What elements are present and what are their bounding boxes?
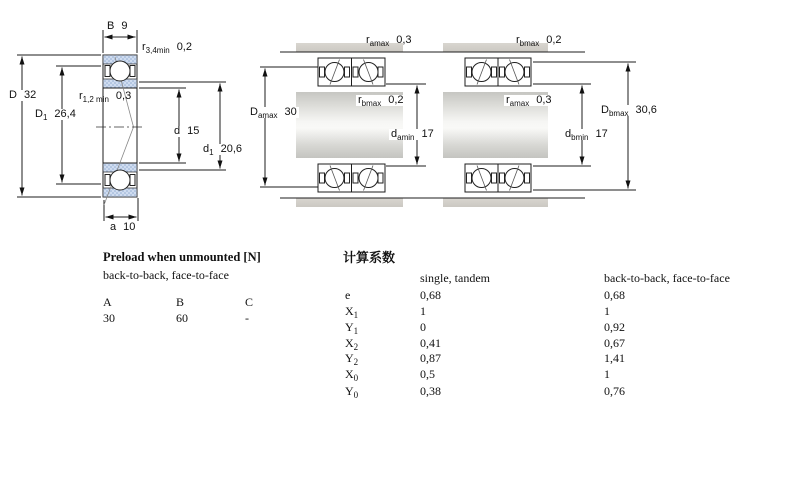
dim-label-d1: $d_1$ 20,6 — [203, 143, 242, 157]
preload-value: 30 — [103, 311, 115, 325]
dim-label-rbmax-a: $r_{bmax}$ 0,2 — [358, 94, 404, 108]
dim-label-rbmax-b: $r_{bmax}$ 0,2 — [516, 34, 562, 48]
preload-value: 60 — [176, 311, 188, 325]
preload-title: Preload when unmounted [N] — [103, 250, 261, 264]
dim-label-a: a 10 — [110, 221, 136, 233]
dim-label-Dbmax: $D_{bmax}$ 30,6 — [601, 104, 657, 118]
dim-label-ramax-b: $r_{amax}$ 0,3 — [506, 94, 552, 108]
preload-subtitle: back-to-back, face-to-face — [103, 268, 229, 282]
preload-col-header: B — [176, 295, 185, 309]
factors-col1-header: single, tandem — [420, 271, 490, 285]
dim-label-Damax: $D_{amax}$ 30 — [250, 106, 297, 120]
factors-title: 计算系数 — [343, 250, 396, 265]
dim-label-r12min: $r_{1,2 min}$ 0,3 — [79, 90, 132, 104]
dim-label-r34min: $r_{3,4min}$ 0,2 — [142, 41, 192, 55]
dim-label-d: d 15 — [174, 125, 200, 137]
dim-label-dbmin: $d_{bmin}$ 17 — [565, 128, 608, 142]
factors-col2-header: back-to-back, face-to-face — [604, 271, 730, 285]
calculation-factors-table: 计算系数 single, tandem back-to-back, face-to-face e 0,68 0,68 $X_1$ 1 1 $Y_1$ 0 0,92 $X_2$ 0,41 0,67 $Y_2$ 0,87 1,41 $X_0$ 0,5 1 $Y_0$ 0,38 0,76 — [343, 247, 783, 266]
dim-label-D1: $D_1$ 26,4 — [35, 108, 76, 122]
preload-col-header: C — [245, 295, 254, 309]
paired-bearing-figure-b — [425, 43, 636, 207]
dim-label-damin: $d_{amin}$ 17 — [391, 128, 434, 142]
dim-label-ramax-a: $r_{amax}$ 0,3 — [366, 34, 412, 48]
preload-col-header: A — [103, 295, 112, 309]
preload-value: - — [245, 311, 249, 325]
dim-label-D: D 32 — [9, 89, 37, 101]
paired-bearing-figure-a — [260, 43, 438, 207]
dim-label-B: B 9 — [107, 20, 128, 32]
